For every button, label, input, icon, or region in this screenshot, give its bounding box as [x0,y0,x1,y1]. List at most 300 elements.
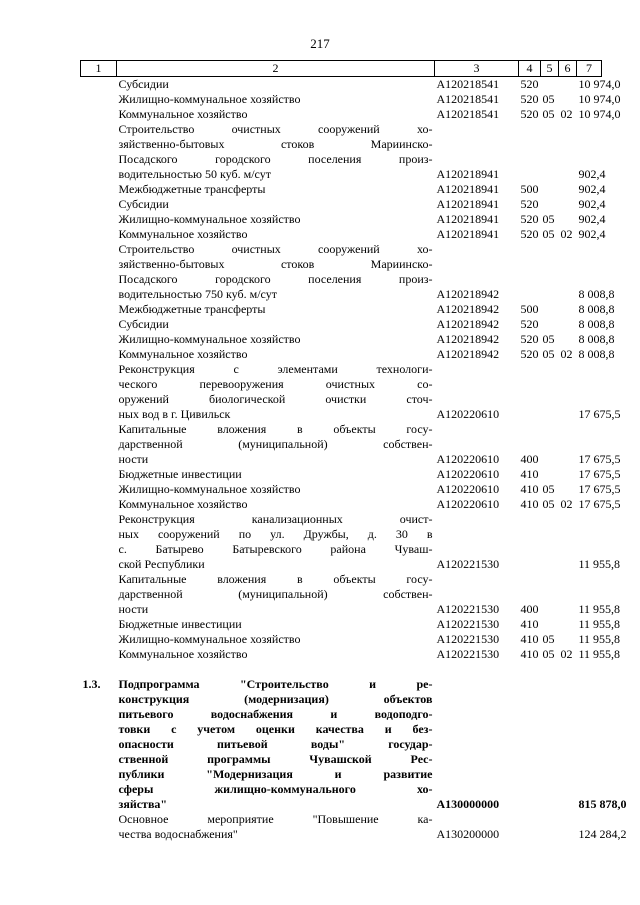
row-code: A120218541 [436,77,500,91]
row-code [435,122,519,137]
row-code: A120218541 [436,107,500,121]
row-number [81,317,117,332]
row-code [435,377,519,392]
row-code [435,572,519,587]
row-name: ческого перевооружения очистных со- [118,377,433,391]
row-section [541,452,559,467]
row-subsection [559,137,577,152]
row-section [541,557,559,572]
row-section: 05 [542,212,555,226]
row-subsection [559,257,577,272]
row-group: 520 [520,77,539,91]
row-group: 410 [520,467,539,481]
table-row [81,197,602,212]
row-code: A120220610 [436,497,500,511]
row-name: Коммунальное хозяйство [118,497,248,511]
row-number [81,752,117,767]
row-subsection [559,467,577,482]
row-group [519,362,541,377]
row-number [81,182,117,197]
table-row [81,182,602,197]
row-section [541,437,559,452]
row-code: A120221530 [436,602,500,616]
table-row [81,572,602,587]
row-section [541,302,559,317]
row-amount: 17 675,5 [578,407,621,421]
row-section [541,782,559,797]
row-name: зяйственно-бытовых стоков Мариинско- [118,257,433,271]
row-number [81,542,117,557]
row-name: Межбюджетные трансферты [118,182,266,196]
row-subsection [559,287,577,302]
row-group: 400 [520,602,539,616]
row-section [541,797,559,812]
row-number [81,152,117,167]
row-number [81,302,117,317]
table-row [81,122,602,137]
row-amount [577,272,602,287]
row-section [541,257,559,272]
row-code: A120218941 [436,167,500,181]
row-amount [577,677,602,692]
row-group [519,827,541,842]
row-section [541,722,559,737]
row-subsection [559,542,577,557]
row-amount: 8 008,8 [578,302,615,316]
row-code [435,137,519,152]
row-section [541,182,559,197]
row-group [519,752,541,767]
row-section [541,737,559,752]
row-group: 520 [520,317,539,331]
row-amount [577,782,602,797]
row-name: Коммунальное хозяйство [118,347,248,361]
row-code [435,812,519,827]
row-number [81,392,117,407]
row-number [81,632,117,647]
row-section [541,827,559,842]
row-group [519,257,541,272]
row-name: Строительство очистных сооружений хо- [118,242,433,256]
row-subsection [559,632,577,647]
row-subsection [559,332,577,347]
row-section: 05 [542,647,555,661]
row-code [435,677,519,692]
table-row [81,167,602,182]
row-name: Жилищно-коммунальное хозяйство [118,482,301,496]
row-code: A120218941 [436,212,500,226]
row-code [435,692,519,707]
row-section [541,422,559,437]
row-group [519,587,541,602]
row-name: Коммунальное хозяйство [118,227,248,241]
row-group [519,377,541,392]
header-col-code: 3 [435,61,519,77]
row-amount [577,122,602,137]
row-number [81,242,117,257]
row-name: Субсидии [118,197,169,211]
table-row [81,317,602,332]
row-section [541,812,559,827]
row-subsection [559,92,577,107]
row-subsection [559,512,577,527]
row-amount: 902,4 [578,212,606,226]
row-group [519,137,541,152]
table-header [81,61,602,77]
row-subsection [559,737,577,752]
row-code [435,722,519,737]
row-number [81,722,117,737]
row-code: A120218941 [436,182,500,196]
row-number [81,167,117,182]
row-name: Подпрограмма "Строительство и ре- [118,677,433,691]
row-subsection [559,422,577,437]
row-subsection: 02 [560,647,573,661]
row-name: питьевого водоснабжения и водоподго- [118,707,433,721]
row-subsection: 02 [560,107,573,121]
row-subsection [559,317,577,332]
table-row [81,587,602,602]
row-number [81,527,117,542]
row-amount: 11 955,8 [578,617,621,631]
row-group: 410 [520,617,539,631]
row-code [435,767,519,782]
row-amount: 902,4 [578,182,606,196]
row-section [541,602,559,617]
row-number [81,602,117,617]
row-code [435,512,519,527]
row-section: 05 [542,347,555,361]
row-group: 520 [520,227,539,241]
row-subsection [559,752,577,767]
row-subsection: 02 [560,347,573,361]
row-section [541,707,559,722]
row-name: чества водоснабжения" [118,827,238,841]
row-subsection [559,152,577,167]
table-body [81,77,627,843]
table-row [81,137,602,152]
row-number [81,572,117,587]
row-code [435,737,519,752]
row-code: A120218942 [436,302,500,316]
row-group: 400 [520,452,539,466]
row-group [519,572,541,587]
row-code [435,152,519,167]
table-row [81,512,602,527]
row-name: Бюджетные инвестиции [118,467,242,481]
row-subsection [559,212,577,227]
row-name: Жилищно-коммунальное хозяйство [118,92,301,106]
row-number [81,407,117,422]
row-code [435,707,519,722]
table-row [81,92,602,107]
row-number [81,422,117,437]
row-section: 05 [542,497,555,511]
row-name: опасности питьевой воды" государ- [118,737,433,751]
row-section: 05 [542,92,555,106]
row-number [81,692,117,707]
row-code [435,752,519,767]
row-section: 05 [542,632,555,646]
header-col-section: 5 [541,61,559,77]
row-amount [577,692,602,707]
row-subsection [559,407,577,422]
table-row [81,347,602,362]
row-number [81,467,117,482]
row-number: 1.3. [82,677,101,691]
row-amount: 17 675,5 [578,467,621,481]
row-number [81,212,117,227]
row-section [541,692,559,707]
table-row [81,542,602,557]
row-group: 410 [520,482,539,496]
table-row [81,632,602,647]
table-row [81,617,602,632]
row-number [81,782,117,797]
row-section [541,317,559,332]
row-code [435,422,519,437]
row-number [81,122,117,137]
row-section [541,152,559,167]
row-subsection [559,812,577,827]
row-number [81,452,117,467]
table-row [81,497,602,512]
row-amount [577,437,602,452]
row-group: 410 [520,632,539,646]
row-amount [577,422,602,437]
row-number [81,107,117,122]
row-number [81,557,117,572]
table-row [81,557,602,572]
row-code: A120221530 [436,557,500,571]
table-row [81,212,602,227]
row-name: товки с учетом оценки качества и без- [118,722,433,736]
row-code: A120220610 [436,407,500,421]
row-name: Реконструкция с элементами технологи- [118,362,433,376]
row-subsection [559,587,577,602]
row-group: 410 [520,647,539,661]
row-group [519,242,541,257]
row-section [541,362,559,377]
row-code: A120221530 [436,617,500,631]
row-amount: 8 008,8 [578,317,615,331]
row-name: Посадского городского поселения произ- [118,272,433,286]
table-row [81,527,602,542]
row-name: дарственной (муниципальной) собствен- [118,587,433,601]
row-section [541,587,559,602]
row-code: A120218541 [436,92,500,106]
table-row [81,737,602,752]
table-row [81,332,602,347]
row-section: 05 [542,227,555,241]
row-subsection [559,437,577,452]
row-section [541,527,559,542]
table-row [81,272,602,287]
row-section [541,407,559,422]
row-amount: 902,4 [578,167,606,181]
row-group [519,782,541,797]
table-row [81,767,602,782]
row-group [519,812,541,827]
row-group [519,797,541,812]
row-amount [577,572,602,587]
table-row [81,467,602,482]
row-number [81,332,117,347]
row-name: дарственной (муниципальной) собствен- [118,437,433,451]
row-subsection [559,242,577,257]
row-amount: 17 675,5 [578,482,621,496]
row-amount: 10 974,0 [578,77,621,91]
row-code [435,527,519,542]
row-name: Капитальные вложения в объекты госу- [118,572,433,586]
row-name: ской Республики [118,557,205,571]
table-row [81,707,602,722]
row-subsection [559,302,577,317]
row-group: 520 [520,92,539,106]
row-code: A120220610 [436,467,500,481]
row-amount: 11 955,8 [578,557,621,571]
row-subsection [559,692,577,707]
row-subsection [559,452,577,467]
row-number [81,797,117,812]
row-section [541,137,559,152]
row-subsection: 02 [560,497,573,511]
row-number [81,587,117,602]
row-code: A120220610 [436,452,500,466]
row-section [541,242,559,257]
row-number [81,647,117,662]
row-amount [577,752,602,767]
row-name: Коммунальное хозяйство [118,107,248,121]
row-group [519,392,541,407]
row-code: A120218942 [436,347,500,361]
row-subsection [559,767,577,782]
row-code: A120218942 [436,332,500,346]
row-subsection [559,77,577,93]
row-name: оружений биологической очистки сточ- [118,392,433,406]
row-section [541,272,559,287]
row-number [81,497,117,512]
row-amount: 11 955,8 [578,602,621,616]
table-row [81,287,602,302]
row-name: Жилищно-коммунальное хозяйство [118,212,301,226]
table-row [81,452,602,467]
table-row [81,242,602,257]
row-number [81,767,117,782]
row-name: Жилищно-коммунальное хозяйство [118,332,301,346]
row-amount [577,767,602,782]
row-number [81,257,117,272]
row-group [519,737,541,752]
row-name: Субсидии [118,317,169,331]
header-col-name: 2 [117,61,435,77]
row-name: Субсидии [118,77,169,91]
row-section [541,572,559,587]
row-amount: 8 008,8 [578,332,615,346]
row-number [81,482,117,497]
row-group: 410 [520,497,539,511]
row-amount: 11 955,8 [578,647,621,661]
row-group [519,167,541,182]
row-amount [577,392,602,407]
row-amount [577,257,602,272]
row-group [519,272,541,287]
row-number [81,227,117,242]
table-row [81,677,602,692]
row-group [519,677,541,692]
row-name: Строительство очистных сооружений хо- [118,122,433,136]
row-name: Капитальные вложения в объекты госу- [118,422,433,436]
row-name: Посадского городского поселения произ- [118,152,433,166]
row-name: зяйства" [118,797,168,811]
row-number [81,287,117,302]
row-group: 520 [520,107,539,121]
row-number [81,272,117,287]
row-amount: 11 955,8 [578,632,621,646]
row-name: с. Батырево Батыревского района Чуваш- [118,542,433,556]
row-amount: 124 284,2 [578,827,627,841]
row-section [541,122,559,137]
row-code: A120218941 [436,227,500,241]
row-subsection [559,122,577,137]
row-subsection [559,197,577,212]
row-name: ности [118,452,149,466]
header-row [81,61,602,77]
row-amount [577,362,602,377]
row-name: ности [118,602,149,616]
row-amount: 815 878,0 [578,797,627,811]
table-row [81,782,602,797]
row-section [541,617,559,632]
row-name: ных вод в г. Цивильск [118,407,231,421]
row-section: 05 [542,107,555,121]
row-subsection [559,527,577,542]
row-code [435,587,519,602]
row-section [541,392,559,407]
row-section [541,167,559,182]
row-number [81,347,117,362]
row-name: ных сооружений по ул. Дружбы, д. 30 в [118,527,433,541]
row-name: Коммунальное хозяйство [118,647,248,661]
row-name: публики "Модернизация и развитие [118,767,433,781]
table-row [81,422,602,437]
row-subsection [559,677,577,692]
row-section [541,767,559,782]
row-group [519,722,541,737]
table-row [81,437,602,452]
row-subsection [559,722,577,737]
row-code [435,782,519,797]
row-code [435,272,519,287]
row-section [541,377,559,392]
row-number [81,197,117,212]
row-subsection [559,602,577,617]
row-amount [577,377,602,392]
row-code [435,542,519,557]
row-amount [577,137,602,152]
row-group: 520 [520,212,539,226]
row-subsection [559,617,577,632]
row-name: Жилищно-коммунальное хозяйство [118,632,301,646]
row-name: водительностью 750 куб. м/сут [118,287,277,301]
row-amount: 17 675,5 [578,497,621,511]
row-amount [577,242,602,257]
row-group [519,407,541,422]
row-subsection [559,707,577,722]
row-code: A130200000 [436,827,500,841]
row-subsection [559,362,577,377]
row-code: A120218942 [436,317,500,331]
